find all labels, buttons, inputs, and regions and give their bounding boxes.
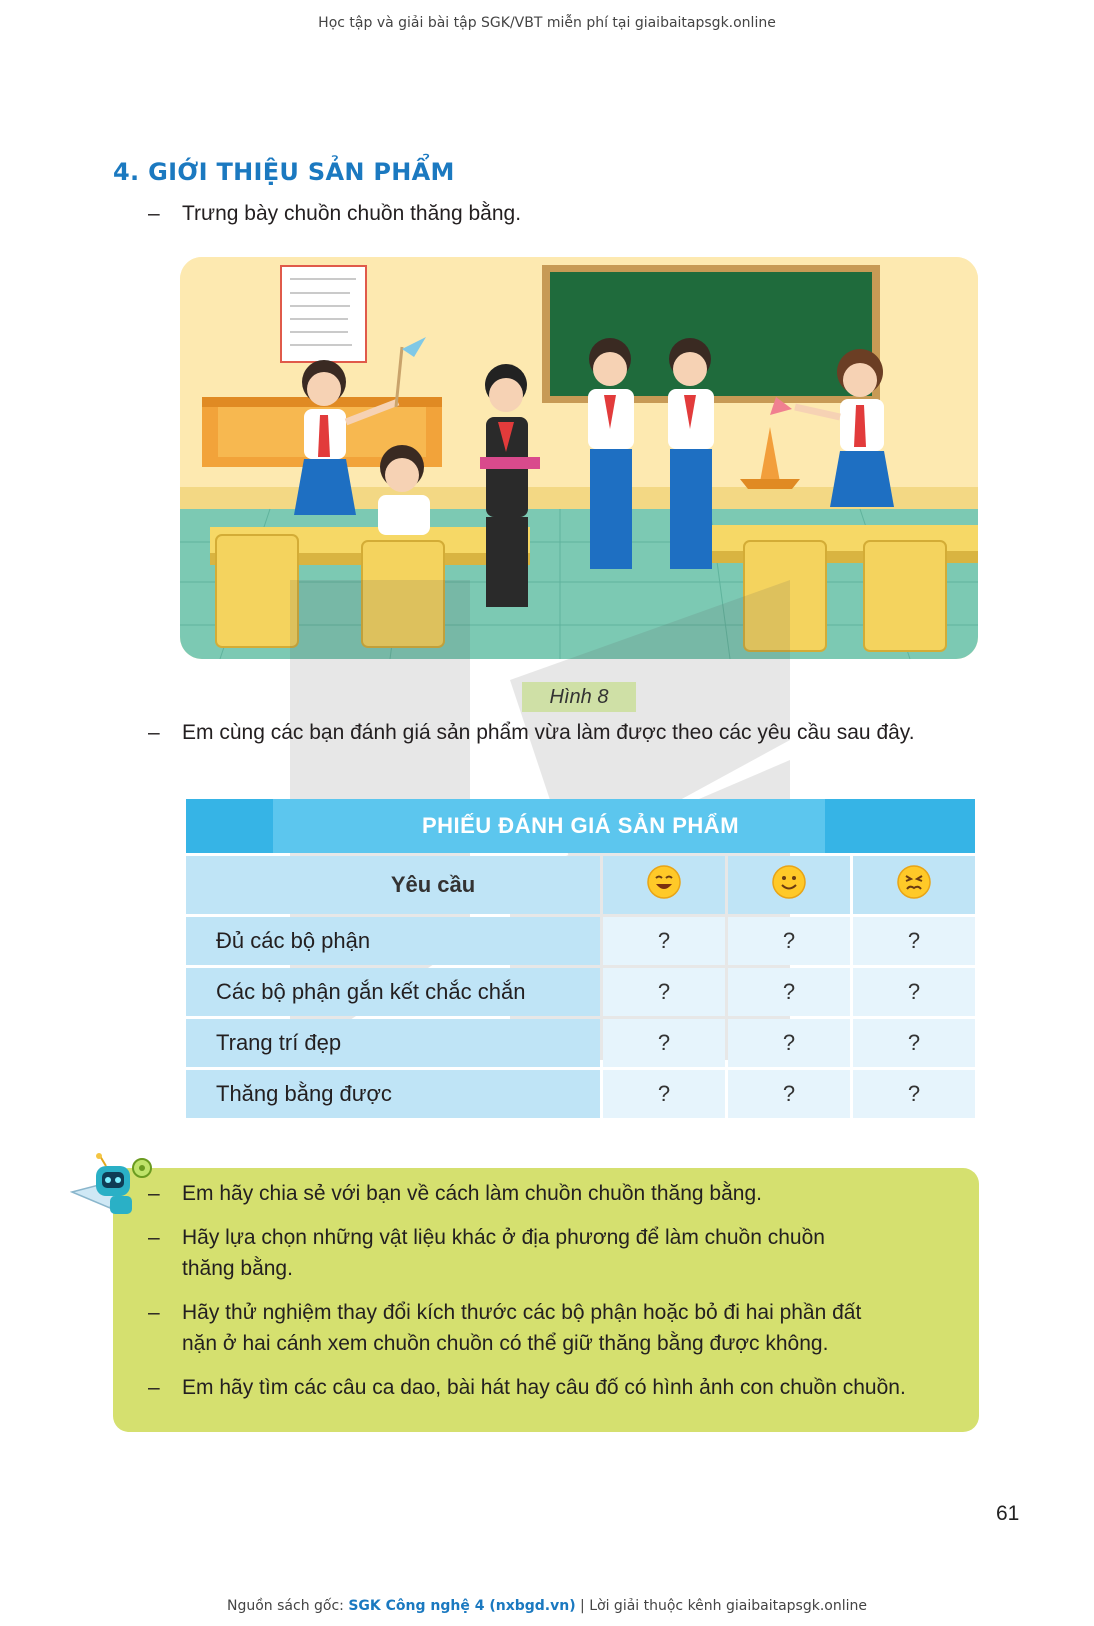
footer-suffix: | Lời giải thuộc kênh giaibaitapsgk.online (575, 1598, 867, 1614)
activity-item (148, 1222, 825, 1284)
rating-cell[interactable]: ? (603, 968, 725, 1016)
requirement-cell: Đủ các bộ phận (186, 917, 600, 965)
bullet-dash: – (148, 721, 160, 744)
classroom-illustration (180, 257, 978, 659)
activity-item (148, 1297, 861, 1359)
rating-cell[interactable]: ? (728, 917, 850, 965)
header-note: Học tập và giải bài tập SGK/VBT miễn phí tại giaibaitapsgk.online (318, 15, 776, 31)
classroom-scene (180, 257, 978, 659)
rating-cell[interactable]: ? (728, 1019, 850, 1067)
activity-line: Hãy lựa chọn những vật liệu khác ở địa phương để làm chuồn chuồn (182, 1226, 825, 1249)
section-title: 4. GIỚI THIỆU SẢN PHẨM (113, 158, 455, 186)
rating-cell[interactable]: ? (728, 1070, 850, 1118)
page-number: 61 (996, 1502, 1020, 1525)
display-bullet (148, 198, 521, 229)
column-header-requirement: Yêu cầu (186, 856, 600, 914)
footer-note (0, 1598, 1094, 1614)
table-header-row (186, 856, 975, 914)
rating-cell[interactable]: ? (853, 1070, 975, 1118)
table-title-row (186, 799, 975, 853)
robot-mascot-icon (70, 1152, 160, 1232)
bullet-dash: – (148, 1226, 160, 1249)
footer-prefix: Nguồn sách gốc: (227, 1598, 349, 1614)
rating-cell[interactable]: ? (603, 1019, 725, 1067)
evaluation-intro (148, 717, 915, 748)
bullet-dash: – (148, 1182, 160, 1205)
requirement-cell: Các bộ phận gắn kết chắc chắn (186, 968, 600, 1016)
activity-line: Em hãy tìm các câu ca dao, bài hát hay câu đố có hình ảnh con chuồn chuồn. (182, 1376, 906, 1399)
activity-line: Hãy thử nghiệm thay đổi kích thước các bộ phận hoặc bỏ đi hai phần đất (182, 1301, 862, 1324)
frowning-face-icon (853, 856, 975, 914)
evaluation-intro-text: Em cùng các bạn đánh giá sản phẩm vừa làm được theo các yêu cầu sau đây. (182, 721, 915, 744)
rating-cell[interactable]: ? (603, 1070, 725, 1118)
laughing-face-icon (603, 856, 725, 914)
activity-line: thăng bằng. (182, 1257, 293, 1280)
activity-line: Em hãy chia sẻ với bạn về cách làm chuồn chuồn thăng bằng. (182, 1182, 762, 1205)
bullet-dash: – (148, 1376, 160, 1399)
activity-line: nặn ở hai cánh xem chuồn chuồn có thể giữ thăng bằng được không. (182, 1332, 829, 1355)
activity-item (148, 1372, 906, 1403)
footer-source-link[interactable]: SGK Công nghệ 4 (nxbgd.vn) (348, 1598, 576, 1614)
bullet-dash: – (148, 202, 160, 225)
smiling-face-icon (728, 856, 850, 914)
table-row (186, 968, 975, 1016)
activity-item (148, 1178, 762, 1209)
table-row (186, 1019, 975, 1067)
evaluation-table (183, 796, 978, 1121)
requirement-cell: Trang trí đẹp (186, 1019, 600, 1067)
table-title: PHIẾU ĐÁNH GIÁ SẢN PHẨM (186, 799, 975, 853)
bullet-dash: – (148, 1301, 160, 1324)
table-row (186, 917, 975, 965)
figure-caption: Hình 8 (522, 682, 636, 712)
display-bullet-text: Trưng bày chuồn chuồn thăng bằng. (182, 202, 522, 225)
rating-cell[interactable]: ? (853, 917, 975, 965)
rating-cell[interactable]: ? (603, 917, 725, 965)
rating-cell[interactable]: ? (853, 1019, 975, 1067)
rating-cell[interactable]: ? (728, 968, 850, 1016)
requirement-cell: Thăng bằng được (186, 1070, 600, 1118)
table-row (186, 1070, 975, 1118)
rating-cell[interactable]: ? (853, 968, 975, 1016)
